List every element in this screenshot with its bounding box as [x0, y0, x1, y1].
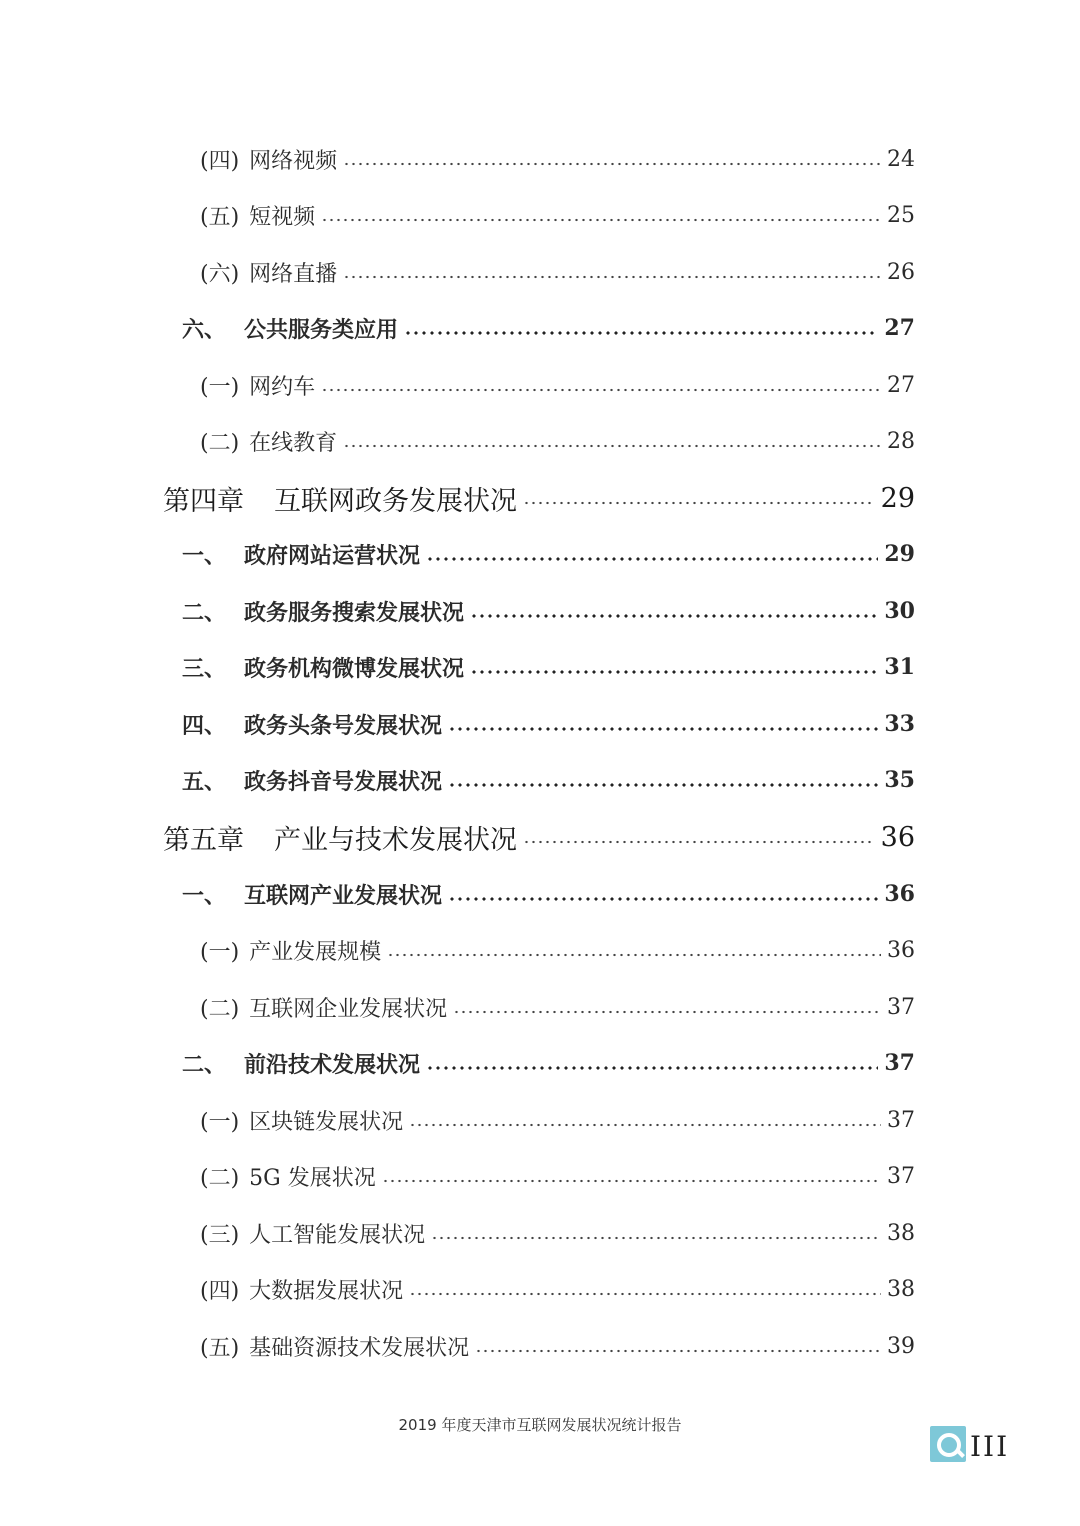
toc-section-title: 政务服务搜索发展状况: [244, 599, 465, 626]
dot-leader: [343, 162, 881, 166]
toc-entry-page: 25: [887, 202, 915, 228]
toc-chapter-number: 第四章: [163, 485, 244, 517]
toc-section-title: 政府网站运营状况: [244, 542, 421, 569]
toc-entry-number: (三): [200, 1222, 240, 1248]
toc-section-number: 一、: [182, 882, 227, 909]
toc-section[interactable]: [182, 589, 915, 633]
toc-section-number: 六、: [182, 316, 227, 343]
toc-entry-page: 36: [887, 937, 915, 963]
toc-entry[interactable]: [200, 137, 915, 181]
toc-entry-number: (四): [200, 1278, 240, 1304]
toc-section-page: 33: [884, 711, 915, 737]
toc-section-page: 29: [884, 541, 915, 567]
toc-section[interactable]: [182, 872, 915, 916]
toc-section-number: 一、: [182, 542, 227, 569]
toc-entry-number: (六): [200, 261, 240, 287]
toc-entry-number: (二): [200, 1165, 240, 1191]
toc-entry[interactable]: [200, 250, 915, 294]
toc-entry-title: 网络直播: [249, 261, 338, 287]
dot-leader: [426, 1066, 878, 1070]
toc-section-number: 三、: [182, 655, 227, 682]
toc-entry-number: (五): [200, 1335, 240, 1361]
toc-entry-page: 37: [887, 994, 915, 1020]
dot-leader: [409, 1123, 881, 1127]
toc-entry-number: (一): [200, 374, 240, 400]
toc-entry[interactable]: [200, 1098, 915, 1142]
dot-leader: [387, 953, 881, 957]
toc-section[interactable]: [182, 758, 915, 802]
dot-leader: [431, 1236, 881, 1240]
toc-entry[interactable]: [200, 193, 915, 237]
dot-leader: [382, 1179, 881, 1183]
dot-leader: [448, 727, 878, 731]
toc-entry-page: 26: [887, 259, 915, 285]
dot-leader: [321, 388, 881, 392]
toc-entry[interactable]: [200, 985, 915, 1029]
toc-entry-number: (五): [200, 204, 240, 230]
toc-entry-title: 互联网企业发展状况: [249, 996, 448, 1022]
toc-section[interactable]: [182, 1041, 915, 1085]
dot-leader: [343, 444, 881, 448]
dot-leader: [453, 1010, 881, 1014]
toc-entry-number: (四): [200, 148, 240, 174]
toc-entry[interactable]: [200, 1154, 915, 1198]
toc-section[interactable]: [182, 645, 915, 689]
toc-section[interactable]: [182, 306, 915, 350]
toc-entry-page: 38: [887, 1276, 915, 1302]
toc-section-title: 政务头条号发展状况: [244, 712, 443, 739]
toc-entry[interactable]: [200, 1324, 915, 1368]
toc-entry-title: 大数据发展状况: [249, 1278, 404, 1304]
toc-entry-title: 5G 发展状况: [249, 1165, 376, 1191]
toc-entry-page: 27: [887, 372, 915, 398]
toc-entry-title: 网络视频: [249, 148, 338, 174]
toc-section-page: 35: [884, 767, 915, 793]
dot-leader: [448, 783, 878, 787]
toc-entry-title: 短视频: [249, 204, 316, 230]
toc-section-page: 37: [884, 1050, 915, 1076]
toc-entry-title: 产业发展规模: [249, 939, 382, 965]
toc-chapter-number: 第五章: [163, 824, 244, 856]
dot-leader: [470, 614, 878, 618]
toc-chapter-title: 互联网政务发展状况: [274, 485, 517, 517]
toc-section-page: 36: [884, 881, 915, 907]
toc-entry-title: 区块链发展状况: [249, 1109, 404, 1135]
dot-leader: [409, 1292, 881, 1296]
toc-entry-number: (二): [200, 430, 240, 456]
toc-section-title: 互联网产业发展状况: [244, 882, 443, 909]
toc-entry-title: 人工智能发展状况: [249, 1222, 426, 1248]
toc-entry-number: (一): [200, 939, 240, 965]
dot-leader: [321, 218, 881, 222]
toc-section-page: 31: [884, 654, 915, 680]
report-footer-title: 2019 年度天津市互联网发展状况统计报告: [398, 1416, 682, 1434]
toc-section-title: 政务机构微博发展状况: [244, 655, 465, 682]
toc-chapter-title: 产业与技术发展状况: [274, 824, 517, 856]
toc-section-number: 五、: [182, 768, 227, 795]
toc-entry-title: 在线教育: [249, 430, 338, 456]
toc-entry-page: 37: [887, 1163, 915, 1189]
toc-section-title: 前沿技术发展状况: [244, 1051, 421, 1078]
toc-entry-number: (一): [200, 1109, 240, 1135]
dot-leader: [404, 331, 878, 335]
toc-entry-title: 基础资源技术发展状况: [249, 1335, 470, 1361]
toc-entry-title: 网约车: [249, 374, 316, 400]
page-number: III: [970, 1430, 1010, 1463]
toc-section-number: 四、: [182, 712, 227, 739]
toc-chapter-page: 36: [880, 821, 915, 853]
toc-section[interactable]: [182, 702, 915, 746]
toc-entry-page: 37: [887, 1107, 915, 1133]
toc-entry-number: (二): [200, 996, 240, 1022]
dot-leader: [523, 840, 875, 844]
toc-entry[interactable]: [200, 419, 915, 463]
toc-section[interactable]: [182, 532, 915, 576]
toc-entry[interactable]: [200, 363, 915, 407]
magnifier-logo-icon: [930, 1426, 966, 1462]
toc-entry-page: 24: [887, 146, 915, 172]
toc-entry[interactable]: [200, 1211, 915, 1255]
toc-chapter[interactable]: [163, 815, 915, 859]
toc-entry-page: 28: [887, 428, 915, 454]
toc-section-page: 27: [884, 315, 915, 341]
dot-leader: [475, 1349, 881, 1353]
toc-section-title: 政务抖音号发展状况: [244, 768, 443, 795]
toc-entry-page: 38: [887, 1220, 915, 1246]
toc-entry[interactable]: [200, 928, 915, 972]
dot-leader: [426, 557, 878, 561]
toc-section-title: 公共服务类应用: [244, 316, 399, 343]
toc-chapter[interactable]: [163, 476, 915, 520]
toc-entry[interactable]: [200, 1267, 915, 1311]
dot-leader: [470, 670, 878, 674]
toc-chapter-page: 29: [880, 482, 915, 514]
dot-leader: [523, 501, 875, 505]
dot-leader: [448, 897, 878, 901]
toc-entry-page: 39: [887, 1333, 915, 1359]
toc-section-number: 二、: [182, 1051, 227, 1078]
toc-section-page: 30: [884, 598, 915, 624]
toc-section-number: 二、: [182, 599, 227, 626]
dot-leader: [343, 275, 881, 279]
